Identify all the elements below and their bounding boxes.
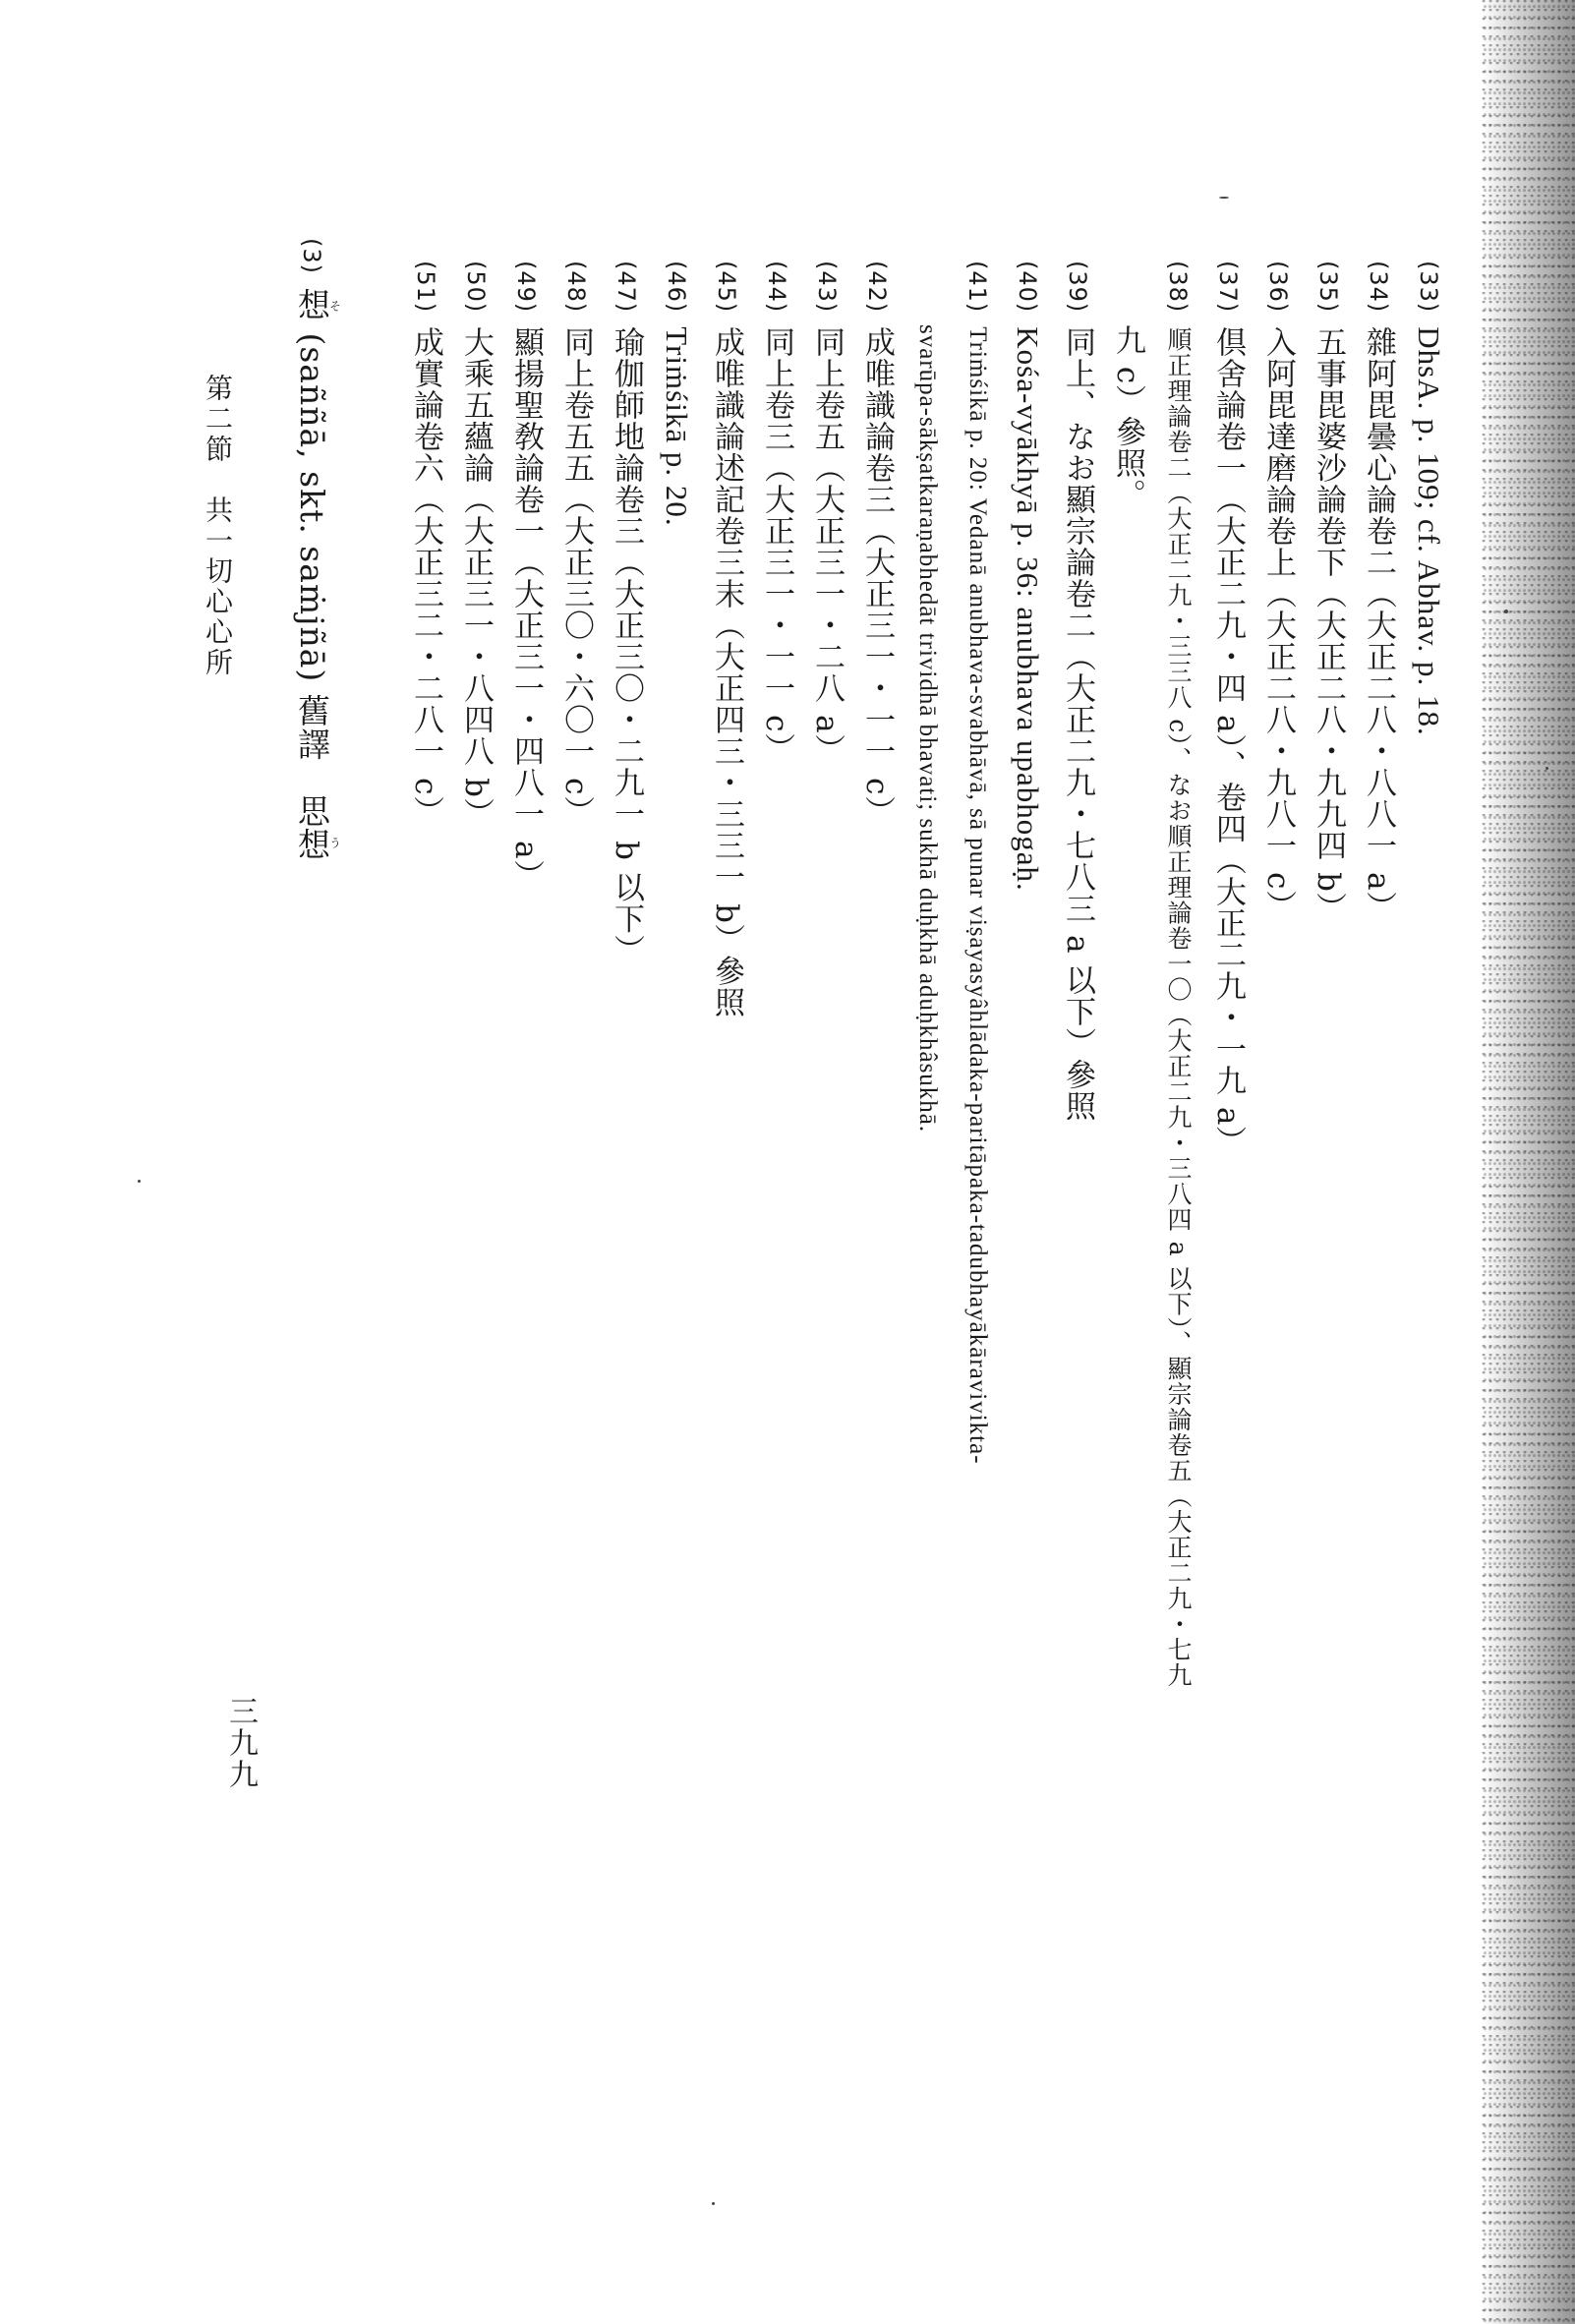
- note-number: (38): [1164, 261, 1192, 314]
- note-text: 雜阿毘曇心論卷二（大正二八・八八一 a）: [1361, 326, 1396, 923]
- note-46: [660, 261, 693, 527]
- scan-speck: [1219, 197, 1229, 199]
- note-text: 同上卷五五（大正三〇・六〇一 c）: [558, 326, 594, 828]
- note-number: (35): [1314, 261, 1342, 314]
- note-43: [810, 261, 844, 766]
- note-text: Triṁśikā p. 20: Vedanā anubhava-svabhāvā, sā punar viṣayasyâhlādaka-paritāpaka-tadubhayākāravivikta-: [964, 326, 991, 1465]
- note-number: (48): [562, 261, 590, 314]
- scan-speck: [138, 1180, 141, 1183]
- note-number: (39): [1064, 261, 1091, 314]
- section-number: (3): [298, 238, 325, 274]
- note-text: DhsA. p. 109; cf. Abhav. p. 18.: [1412, 326, 1446, 736]
- note-50: [459, 261, 493, 830]
- note-38: [1161, 261, 1195, 1688]
- note-47: [610, 261, 643, 966]
- note-number: (37): [1214, 261, 1242, 314]
- note-39: [1061, 261, 1094, 1122]
- note-36: [1261, 261, 1295, 921]
- note-number: (45): [713, 261, 740, 314]
- note-number: (44): [763, 261, 790, 314]
- note-text: 同上卷三（大正三一・一一 c）: [759, 326, 794, 765]
- note-number: (51): [412, 261, 439, 314]
- note-number: (34): [1365, 261, 1392, 314]
- note-text: 入阿毘達磨論卷上（大正二八・九八一 c）: [1260, 326, 1296, 922]
- note-number: (47): [612, 261, 640, 314]
- note-51: [409, 261, 442, 827]
- note-48: [559, 261, 593, 827]
- note-text: 五事毘婆沙論卷下（大正二八・九九四 b）: [1311, 326, 1346, 924]
- note-number: (41): [963, 261, 991, 314]
- note-45: [710, 261, 743, 1018]
- section-text: 想 (saññā, skt. saṁjñā) 舊譯 思想: [293, 288, 331, 861]
- note-number: (36): [1264, 261, 1292, 314]
- note-text: 同上卷五（大正三一・二八 a）: [809, 326, 845, 766]
- note-34: [1362, 261, 1395, 923]
- note-text: Kośa-vyākhyā p. 36: anubhava upabhogaḥ.: [1011, 326, 1045, 892]
- note-49: [509, 261, 543, 892]
- note-text: 九 c）參照。: [1110, 324, 1145, 511]
- note-text: 大乘五蘊論（大正三一・八四八 b）: [458, 326, 494, 830]
- note-number: (42): [863, 261, 891, 314]
- note-text: 成唯識論卷三（大正三一・一一 c）: [859, 326, 895, 828]
- section-heading: [295, 238, 341, 861]
- note-number: (43): [813, 261, 841, 314]
- note-text: 同上、なお顯宗論卷二（大正二九・七八三 a 以下）參照: [1060, 326, 1095, 1123]
- running-header: 第二節 共一切心心所: [202, 374, 234, 678]
- note-text: svarūpa-sākṣatkaraṇabhedāt trividhā bhavati; sukhā duḥkhā aduḥkhâsukhā.: [914, 324, 941, 1133]
- scan-speck: [1546, 767, 1548, 770]
- note-41-continued: [910, 324, 944, 1133]
- note-38-continued: [1111, 324, 1144, 510]
- note-number: (33): [1415, 261, 1442, 314]
- note-text: 成唯識論述記卷三末（大正四三・三三一 b）參照: [709, 326, 744, 1018]
- note-44: [760, 261, 793, 764]
- scan-edge-noise: [1482, 0, 1575, 2324]
- note-number: (46): [663, 261, 690, 314]
- note-41: [961, 261, 994, 1465]
- note-40: [1011, 261, 1044, 892]
- note-number: (50): [462, 261, 490, 314]
- note-42: [860, 261, 894, 827]
- page-number: 三九九: [223, 1696, 258, 1790]
- scan-speck: [1504, 610, 1508, 613]
- note-text: Triṁśikā p. 20.: [660, 326, 694, 527]
- note-number: (49): [512, 261, 540, 314]
- note-33: [1412, 261, 1445, 736]
- scan-speck: [712, 2202, 715, 2205]
- note-text: 倶舍論卷一（大正二九・四 a）、卷四（大正二九・一九 a）: [1210, 326, 1246, 1158]
- note-37: [1211, 261, 1245, 1157]
- note-text: 顯揚聖敎論卷一（大正三一・四八一 a）: [508, 326, 544, 892]
- section-term: [293, 288, 342, 861]
- note-text: 瑜伽師地論卷三（大正三〇・二九一 b 以下）: [609, 326, 644, 966]
- note-35: [1312, 261, 1345, 924]
- note-text: 成實論卷六（大正三二・二八一 c）: [408, 326, 443, 828]
- note-text: 順正理論卷二（大正二九・三三八 c）、なお順正理論卷一〇（大正二九・三八四 a 以下）、顯宗論卷五（大正二九・七九: [1164, 326, 1193, 1689]
- section-ruby: そう: [327, 288, 342, 861]
- note-number: (40): [1014, 261, 1041, 314]
